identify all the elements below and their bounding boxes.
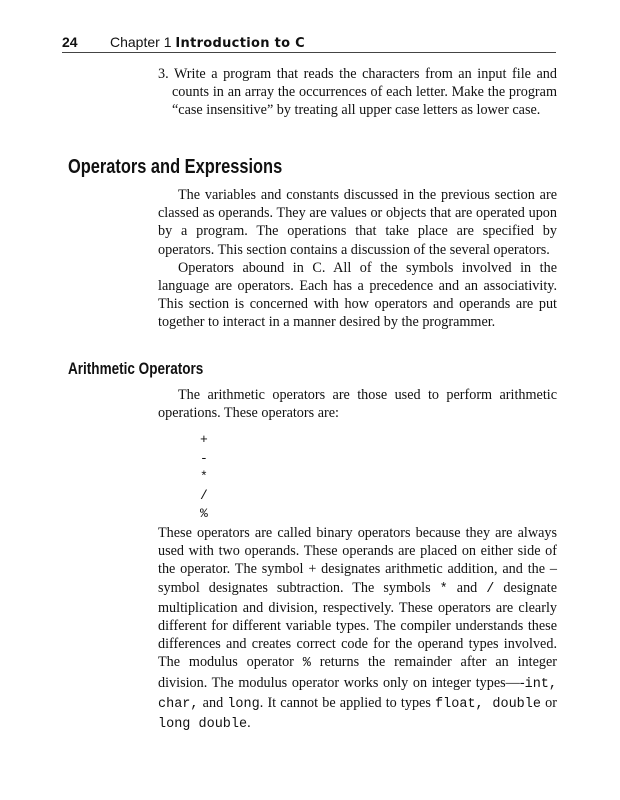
operator-item: -	[200, 450, 208, 466]
code-type: long double	[158, 717, 248, 733]
paragraph: Operators abound in C. All of the symbols involved in the language are operators. Each has a precedence and an associativity. This section is concerned with how operators and operands are put together to interact in a manner desired by the programmer.	[158, 259, 557, 331]
paragraph: The variables and constants discussed in the previous section are classed as operands. They are values or objects that are operated upon by a program. The operations that take place are specified by operators. This section contains a discussion of the several operators.	[158, 187, 557, 258]
subsection-body	[158, 524, 557, 734]
page-header	[62, 30, 556, 53]
code-type: float, double	[435, 696, 541, 712]
subsection-intro	[158, 386, 557, 422]
code-type: int, char,	[158, 676, 557, 712]
operator-item: %	[200, 506, 208, 521]
chapter-label: Chapter 1	[110, 34, 172, 50]
operator-item: /	[200, 487, 208, 503]
paragraph: These operators are called binary operators because they are always used with two operands. These operands are placed on either side of the operator. The symbol + designates arithmetic addition, and the – symbol designates subtraction. The symbols * and / designate multiplication and division, respectively. These operators are clearly different for different variable types. The compiler understands these differences and creates correct code for the operand types involved. The modulus operator % returns the remainder after an integer division. The modulus operator works only on integer types—-int, char, and long. It cannot be applied to types float, double or long double.	[158, 525, 557, 733]
code-symbol: *	[439, 581, 448, 597]
running-head	[110, 34, 305, 51]
operator-item: +	[200, 432, 208, 447]
exercise-3: 3. Write a program that reads the characters from an input file and counts in an array the occurrences of each letter. Make the program “case insensitive” by treating all upper case letters as lower case.	[158, 66, 557, 119]
page-number: 24	[62, 34, 78, 50]
section-heading: Operators and Expressions	[68, 156, 283, 178]
code-type: long	[227, 696, 260, 712]
chapter-title: Introduction to C	[175, 36, 305, 51]
operator-list	[200, 431, 208, 524]
section-body	[158, 186, 557, 332]
paragraph: The arithmetic operators are those used to perform arithmetic operations. These operators are:	[158, 387, 557, 422]
subsection-heading: Arithmetic Operators	[68, 360, 204, 378]
code-symbol: %	[302, 656, 311, 672]
operator-item: *	[200, 469, 208, 484]
code-symbol: /	[486, 581, 495, 597]
